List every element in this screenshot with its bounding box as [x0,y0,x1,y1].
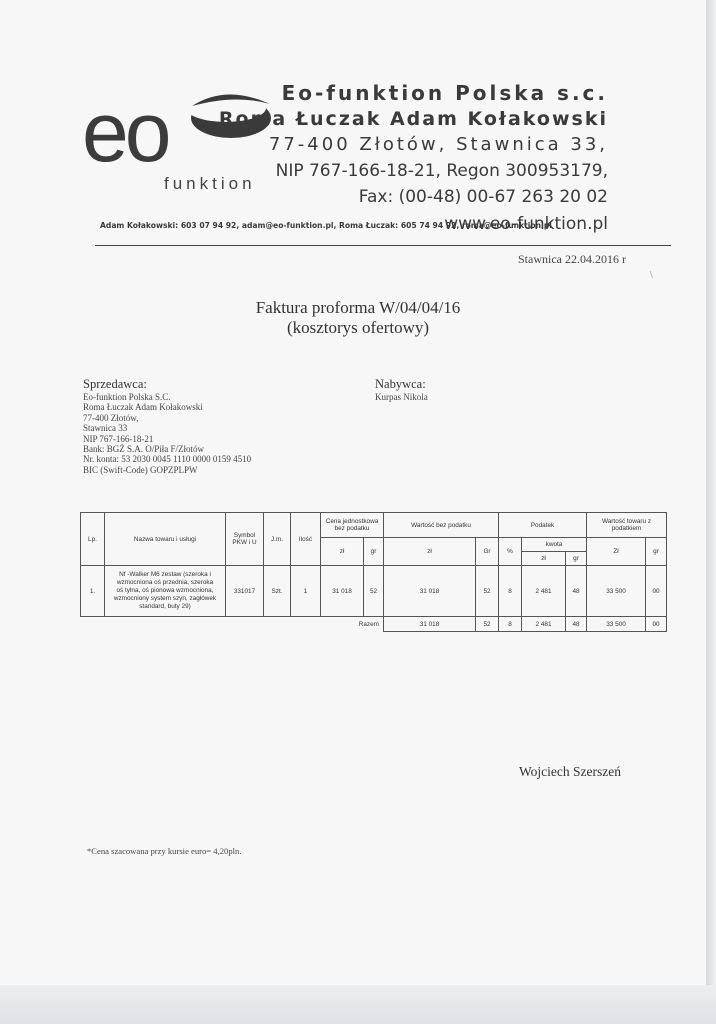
row-net-zl: 31 018 [384,566,476,617]
header-tax-rate: % [499,538,522,566]
logo-subtitle: funktion [164,174,256,193]
signature-name: Wojciech Szerszeń [519,764,621,779]
seller-line: Roma Łuczak Adam Kołakowski [83,402,203,413]
buyer-heading: Nabywca: [375,377,426,391]
company-nip: NIP 767-166-18-21, Regon 300953179, [275,161,608,181]
row-tax-zl: 2 481 [522,566,566,617]
total-row [81,617,667,632]
header-lp: Lp. [81,513,105,566]
seller-line: Eo-funktion Polska S.C. [83,392,171,402]
row-lp: 1. [81,566,105,617]
row-unit-price-gr: 52 [364,566,384,617]
seller-line: Stawnica 33 [83,423,128,434]
seller-line: BIC (Swift-Code) GOPZPLPW [83,464,198,475]
row-gross-gr: 00 [646,566,667,617]
total-tax-zl: 2 481 [522,617,566,632]
document-subtitle: (kosztorys ofertowy) [286,318,430,337]
document-title: Faktura proforma W/04/04/16 [255,298,461,317]
header-tax: Podatek [499,513,587,538]
table-row [81,566,667,617]
seller-line: Nr. konta: 53 2030 0045 1110 0000 0159 4510 [83,454,252,465]
scan-mark: \ [650,270,653,281]
header-unit: J.m. [264,513,291,566]
page-shadow-bottom [0,985,716,1024]
header-net-zl: zł [384,538,476,566]
header-gross-zl: Zł [587,538,646,566]
seller-block [83,377,251,475]
row-symbol: 331017 [226,566,264,617]
seller-heading: Sprzedawca: [83,377,147,391]
seller-line: NIP 767-166-18-21 [83,433,154,444]
header-unit-price-gr: gr [364,538,384,566]
buyer-block [375,377,428,402]
total-tax-rate: 8 [499,617,522,632]
total-gross-gr: 00 [646,617,667,632]
row-net-gr: 52 [476,566,499,617]
header-unit-price: Cena jednostkowa bez podatku [321,513,384,538]
header-name: Nazwa towaru i usługi [105,513,226,566]
header-net-gr: Gr [476,538,499,566]
logo-wordmark: eo [82,85,168,179]
buyer-name: Kurpas Nikola [375,392,428,402]
header-net-value: Wartość bez podatku [384,513,499,538]
header-divider [95,245,671,246]
row-unit: Szt. [264,566,291,617]
row-unit-price-zl: 31 018 [321,566,364,617]
row-tax-rate: 8 [499,566,522,617]
header-quantity: Ilość [291,513,321,566]
header-gross-value: Wartość towaru z podatkiem [587,513,667,538]
header-tax-amount: kwota [522,538,587,552]
invoice-table [80,512,667,632]
header-symbol: Symbol PKW i U [226,513,264,566]
company-fax: Fax: (00-48) 00-67 263 20 02 [358,187,608,207]
header-unit-price-zl: zł [321,538,364,566]
total-tax-gr: 48 [566,617,587,632]
row-gross-zl: 33 500 [587,566,646,617]
company-name: Eo-funktion Polska s.c. [281,81,608,105]
total-net-zl: 31 018 [384,617,476,632]
header-tax-zl: zł [522,552,566,566]
company-owners: Roma Łuczak Adam Kołakowski [218,108,608,130]
row-tax-gr: 48 [566,566,587,617]
seller-line: 77-400 Złotów, [83,412,139,423]
total-gross-zl: 33 500 [587,617,646,632]
company-header [219,80,608,238]
header-gross-gr: gr [646,538,667,566]
row-product-name: Nf -Walker M6 zestaw (szeroka i wzmocniona oś przednia, szeroka oś tylna, oś pionowa wzmocniona, wzmocniony system szyn, zagłówek standard, buty 29) [105,566,226,617]
seller-line: Bank: BGŻ S.A. O/Piła F/Złotów [83,444,205,455]
company-website: www.eo-funktion.pl [444,214,608,234]
header-tax-gr: gr [566,552,587,566]
total-label: Razem [358,620,379,628]
total-net-gr: 52 [476,617,499,632]
document-date: Stawnica 22.04.2016 r [518,252,626,266]
footnote: *Cena szacowana przy kursie euro= 4,20pln. [87,846,242,856]
row-quantity: 1 [291,566,321,617]
company-address: 77-400 Złotów, Stawnica 33, [268,134,608,155]
page-shadow-right [706,0,716,1024]
contact-line: Adam Kołakowski: 603 07 94 92, adam@eo-funktion.pl, Roma Łuczak: 605 74 94 92, roma@eo-funktion.pl [100,221,552,230]
